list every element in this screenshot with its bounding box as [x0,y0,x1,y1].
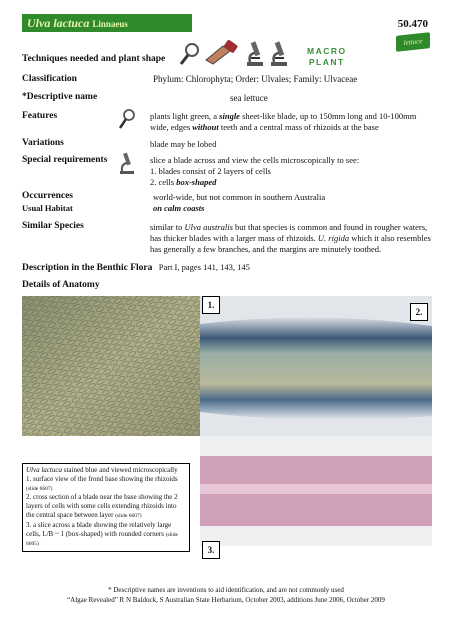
category-badge: lettuce [396,32,430,52]
caption-item: 3. a slice across a blade showing the relatively large cells, L/B ~ 1 (box-shaped) with rounded corners [26,520,172,538]
anatomy-label: Details of Anatomy [22,280,100,290]
features-text: sheet-like blade, up to 150mm long and 10-100mm [239,111,417,121]
caption-item: 2. cross section of a blade near the base showing the 2 layers of cells with some cells extending rhizoids into the central space between layer [26,493,178,519]
techniques-label: Techniques needed and plant shape [22,54,166,64]
features-text: plants light green, a [150,111,220,121]
microscope-icon [244,40,266,68]
features-text: wide, edges [150,122,193,132]
microscope-icon-2 [268,40,290,68]
features-emph: single [219,111,240,121]
similar-text: has thicker blades with a larger mass of rhizoids. [150,233,318,243]
similar-species-value [150,222,431,255]
macro-word: MACRO [307,46,347,56]
cross-section-image [200,296,432,436]
hand-lens-icon [178,42,200,66]
variations-value: blade may be lobed [150,139,217,149]
figure-label-2: 2. [410,303,428,321]
surface-texture [22,296,200,436]
benthic-pages: Part I, pages 141, 143, 145 [158,262,250,272]
benthic-title: Description in the Benthic Flora [22,263,153,273]
footer-credit: “Algae Revealed” R N Baldock, S Australian State Herbarium, October 2003, additions June 2006, October 2009 [67,596,385,604]
similar-text: but that species is common and found in rougher waters, [232,222,428,232]
caption-item: 1. surface view of the frond base showing the rhizoids [26,474,178,483]
habitat-value: on calm coasts [153,203,205,213]
caption-title: stained blue and viewed microscopically [61,466,178,474]
figure-label-3: 3. [202,541,220,559]
descriptive-name-value: sea lettuce [230,93,268,103]
blade-slice-image [200,436,432,546]
figure-label-1: 1. [202,296,220,314]
similar-text: which it also resembles [349,233,431,243]
special-line: 1. blades consist of 2 layers of cells [150,166,271,176]
hand-lens-icon-small [118,108,136,130]
special-requirements-value [150,155,359,188]
special-emph: box-shaped [176,177,217,187]
species-name: Ulva lactuca [27,16,90,30]
footer-note: * Descriptive names are inventions to aid identification, and are not commonly used [108,586,344,594]
similar-text: similar to [150,222,185,232]
habitat-label: Usual Habitat [22,203,73,213]
plant-word: PLANT [308,57,345,67]
page-number: 50.470 [397,18,428,30]
macro-plant-label [307,46,347,68]
special-line: 2. cells [150,177,177,187]
similar-species-name: Ulva australis [184,222,233,232]
features-text: teeth and a central mass of rhizoids at the base [218,122,379,132]
caption-slide: (slide 6607) [115,512,142,519]
species-title [22,14,192,32]
caption-slide: (slide 6605) [26,531,178,548]
microscope-icon-small [118,152,136,176]
caption-slide: (slide 6607) [26,485,53,492]
caption-species: Ulva lactuca [26,466,62,474]
similar-species-label: Similar Species [22,221,84,231]
benthic-label [22,262,250,273]
anatomy-caption [22,463,190,552]
photo-surface-view [22,296,200,436]
features-label: Features [22,111,58,121]
features-emph: without [192,122,219,132]
species-authority: Linnaeus [92,19,128,29]
occurrences-label: Occurrences [22,191,73,201]
classification-value: Phylum: Chlorophyta; Order: Ulvales; Family: Ulvaceae [153,74,358,84]
classification-label: Classification [22,74,77,84]
descriptive-name-label: *Descriptive name [22,92,98,102]
occurrences-value: world-wide, but not common in southern Australia [153,192,326,202]
knife-icon [203,40,241,66]
similar-text: has generally a few branches, and the margins are minutely toothed. [150,244,382,254]
photo-blade-slice [200,436,432,546]
special-line: slice a blade across and view the cells microscopically to see: [150,155,360,165]
special-requirements-label: Special requirements [22,155,108,165]
variations-label: Variations [22,138,64,148]
features-value [150,111,416,133]
photo-cross-section [200,296,432,436]
similar-species-name: U. rigida [317,233,350,243]
